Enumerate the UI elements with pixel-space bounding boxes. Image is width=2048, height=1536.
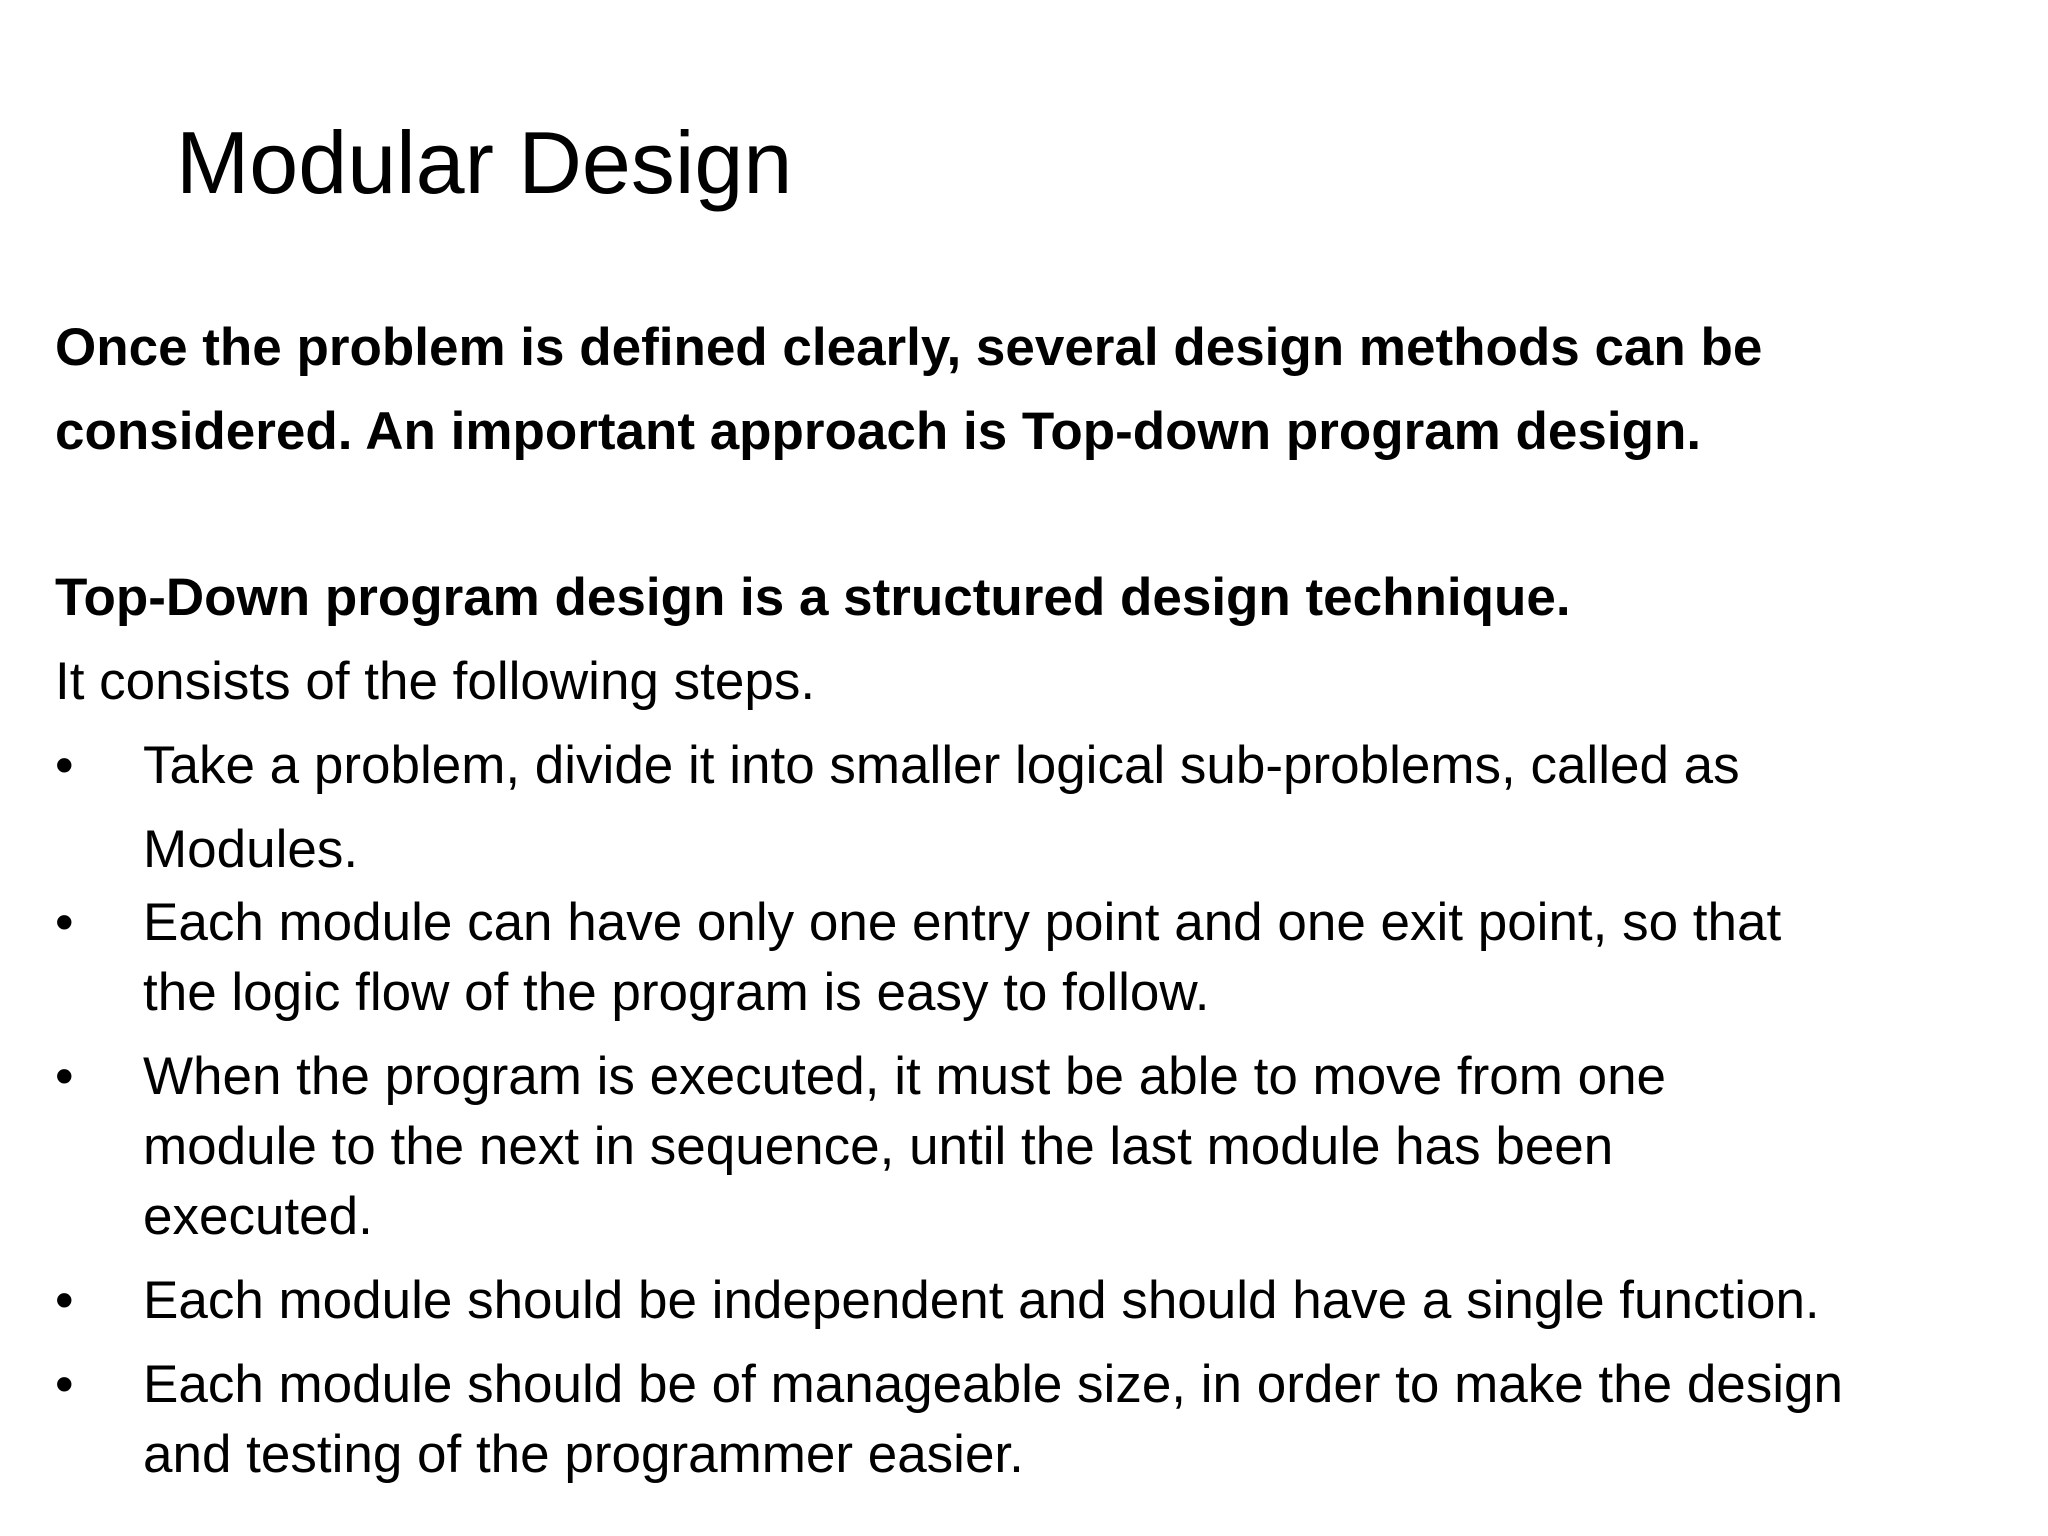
bullet-line: the logic flow of the program is easy to follow. xyxy=(143,963,1210,1022)
bullet-line: and testing of the programmer easier. xyxy=(143,1425,1024,1484)
intro-line: considered. An important approach is Top-down program design. xyxy=(55,402,1702,461)
bullet-icon: • xyxy=(55,1047,74,1106)
bullet-line: Modules. xyxy=(143,820,359,879)
intro-paragraph xyxy=(55,306,2015,474)
bullet-line: Take a problem, divide it into smaller logical sub-problems, called as xyxy=(143,736,1740,795)
intro-line: Once the problem is defined clearly, several design methods can be xyxy=(55,318,1763,377)
bullet-text xyxy=(143,888,2048,1028)
bullet-line: Each module can have only one entry point and one exit point, so that xyxy=(143,893,1782,952)
bullet-line: executed. xyxy=(143,1187,373,1246)
bullet-line: When the program is executed, it must be able to move from one xyxy=(143,1047,1667,1106)
bullet-text xyxy=(143,724,2048,892)
bullet-icon: • xyxy=(55,1271,74,1330)
bullet-text xyxy=(143,1042,2048,1252)
bullet-line: Each module should be of manageable size, in order to make the design xyxy=(143,1355,1844,1414)
bullet-text xyxy=(143,1350,2048,1490)
technique-heading: Top-Down program design is a structured design technique. xyxy=(55,568,1571,627)
steps-lead-text: It consists of the following steps. xyxy=(55,652,816,711)
slide-title: Modular Design xyxy=(176,113,793,212)
bullet-line: module to the next in sequence, until the last module has been xyxy=(143,1117,1614,1176)
bullet-icon: • xyxy=(55,893,74,952)
bullet-icon: • xyxy=(55,736,74,795)
bullet-line: Each module should be independent and should have a single function. xyxy=(143,1271,1820,1330)
bullet-text xyxy=(143,1266,2048,1336)
bullet-icon: • xyxy=(55,1355,74,1414)
